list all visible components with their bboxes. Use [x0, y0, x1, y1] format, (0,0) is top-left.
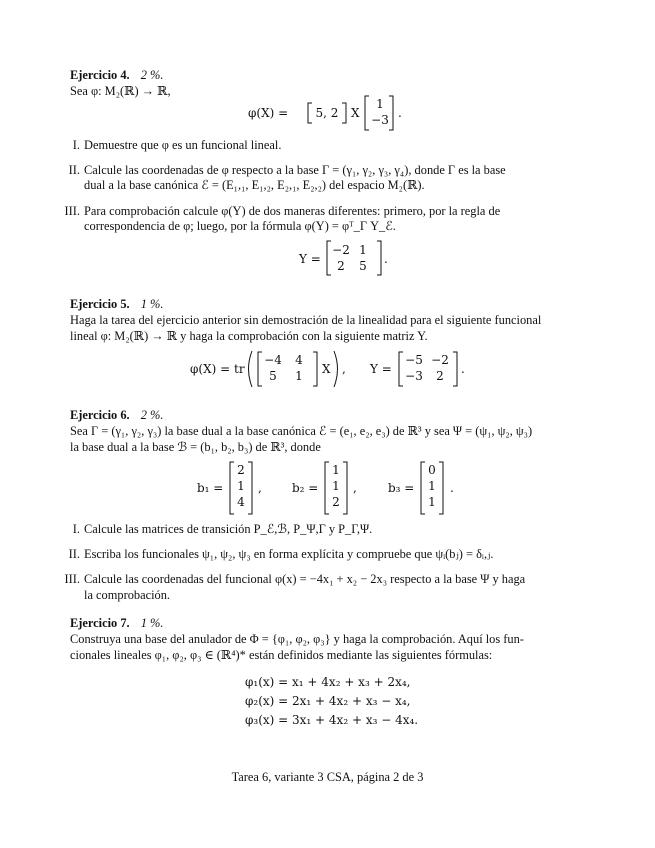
ej5-y-12: −2: [431, 353, 449, 367]
ej5-a-11: −4: [264, 353, 282, 367]
ej6-item-1-text: Calcule las matrices de transición P_ℰ,ℬ, P_Ψ,Γ y P_Γ,Ψ.: [84, 522, 373, 536]
ej4-formula-dot: .: [398, 106, 402, 120]
ej7-formula-1: φ₁(x) = x₁ + 4x₂ + x₃ + 2x₄,: [245, 675, 411, 689]
ej6-item-2-num: II.: [68, 547, 80, 561]
ej7-line2: cionales lineales φ₁, φ₂, φ₃ ∈ (ℝ⁴)* están definidos mediante las siguientes fórmulas:: [70, 648, 493, 662]
ej6-line2: la base dual a la base ℬ = (b₁, b₂, b₃) de ℝ³, donde: [70, 440, 321, 454]
ej4-x-symbol: X: [351, 106, 360, 120]
ej4-col-bottom: −3: [371, 113, 389, 127]
ej5-a-22: 1: [295, 369, 303, 383]
ej4-formula-lhs: φ(X) =: [248, 106, 289, 120]
ej5-a-12: 4: [295, 353, 303, 367]
ej5-x-symbol: X: [322, 362, 331, 376]
ej6-item-1: [52, 521, 372, 537]
ej6-b1-3: 4: [237, 495, 245, 509]
ej5-line2: lineal φ: M₂(ℝ) → ℝ y haga la comprobación con la siguiente matriz Y.: [70, 329, 428, 343]
ej6-b1-label: b₁ =: [197, 481, 224, 495]
ej4-row-vector: 5, 2: [315, 106, 339, 120]
ej6-b3-1: 0: [428, 463, 436, 477]
ej7-weight: 1 %.: [140, 616, 164, 630]
ej4-y-lhs: Y =: [299, 252, 321, 266]
ej6-b3-3: 1: [428, 495, 436, 509]
ej5-y-11: −5: [405, 353, 423, 367]
ej4-heading: Ejercicio 4.: [70, 68, 130, 82]
ej6-b2-label: b₂ =: [292, 481, 319, 495]
ej5-y-lhs: Y =: [370, 362, 392, 376]
ej5-phi-lhs: φ(X) = tr: [190, 362, 245, 376]
page-footer: Tarea 6, variante 3 CSA, página 2 de 3: [231, 770, 424, 784]
ej4-y-dot: .: [384, 252, 388, 266]
ej6-b1-1: 2: [237, 463, 245, 477]
ej6-b2-3: 2: [332, 495, 340, 509]
ej4-item-1: [52, 137, 281, 153]
ej6-b2-1: 1: [332, 463, 340, 477]
ej5-comma: ,: [342, 362, 346, 376]
ej7-formula-2: φ₂(x) = 2x₁ + 4x₂ + x₃ − x₄,: [245, 694, 411, 708]
ej7-formula-3: φ₃(x) = 3x₁ + 4x₂ + x₃ − 4x₄.: [245, 713, 419, 727]
ej6-item-3-line2: la comprobación.: [84, 588, 171, 602]
ej4-item-1-text: Demuestre que φ es un funcional lineal.: [84, 138, 282, 152]
ej6-b1-comma: ,: [258, 481, 262, 495]
ej5-y-dot: .: [461, 362, 465, 376]
ej4-weight: 2 %.: [140, 68, 164, 82]
ej5-line1: Haga la tarea del ejercicio anterior sin demostración de la linealidad para el siguiente funcional: [70, 313, 542, 327]
ej4-item-2-line2: dual a la base canónica ℰ = (E₁,₁, E₁,₂, E₂,₁, E₂,₂) del espacio M₂(ℝ).: [84, 178, 425, 192]
ej4-heading-line: [70, 67, 163, 83]
ej4-y-11: −2: [332, 243, 350, 257]
ej6-item-2: [52, 546, 493, 562]
ej5-a-21: 5: [269, 369, 277, 383]
ej4-y-22: 5: [359, 259, 367, 273]
ej5-heading-line: [70, 296, 163, 312]
ej7-heading-line: [70, 615, 163, 631]
ej7-line1: Construya una base del anulador de Φ = {φ₁, φ₂, φ₃} y haga la comprobación. Aquí los fun-: [70, 632, 524, 646]
ej6-b2-2: 1: [332, 479, 340, 493]
ej6-item-3-line1: Calcule las coordenadas del funcional φ(x) = −4x₁ + x₂ − 2x₃ respecto a la base Ψ y haga: [84, 572, 526, 586]
ej4-item-1-num: I.: [72, 138, 80, 152]
ej6-b1-2: 1: [237, 479, 245, 493]
ej6-item-1-num: I.: [72, 522, 80, 536]
ej6-item-3: [52, 571, 525, 587]
ej6-line1: Sea Γ = (γ₁, γ₂, γ₃) la base dual a la base canónica ℰ = (e₁, e₂, e₃) de ℝ³ y sea Ψ = (ψ₁, ψ₂, ψ₃): [70, 424, 533, 438]
ej4-item-3: [52, 203, 500, 219]
ej4-item-2-num: II.: [68, 163, 80, 177]
ej5-heading: Ejercicio 5.: [70, 297, 130, 311]
ej6-b3-2: 1: [428, 479, 436, 493]
ej5-y-21: −3: [405, 369, 423, 383]
ej6-b2-comma: ,: [353, 481, 357, 495]
ej4-intro: Sea φ: M₂(ℝ) → ℝ,: [70, 84, 171, 98]
ej6-item-3-num: III.: [64, 572, 80, 586]
ej5-y-22: 2: [436, 369, 444, 383]
ej4-item-3-line1: Para comprobación calcule φ(Y) de dos maneras diferentes: primero, por la regla de: [84, 204, 501, 218]
ej4-item-2-line1: Calcule las coordenadas de φ respecto a la base Γ = (γ₁, γ₂, γ₃, γ₄), donde Γ es la base: [84, 163, 506, 177]
ej4-item-3-line2: correspondencia de φ; luego, por la fórmula φ(Y) = φᵀ_Γ Y_ℰ.: [84, 219, 396, 233]
ej4-y-12: 1: [359, 243, 367, 257]
ej4-y-21: 2: [337, 259, 345, 273]
ej6-b3-dot: .: [450, 481, 454, 495]
ej4-item-3-num: III.: [64, 204, 80, 218]
ej5-weight: 1 %.: [140, 297, 164, 311]
ej4-item-2: [52, 162, 506, 178]
ej4-col-top: 1: [376, 97, 384, 111]
ej6-heading: Ejercicio 6.: [70, 408, 130, 422]
ej6-weight: 2 %.: [140, 408, 164, 422]
ej6-heading-line: [70, 407, 163, 423]
ej6-b3-label: b₃ =: [388, 481, 415, 495]
ej7-heading: Ejercicio 7.: [70, 616, 130, 630]
ej6-item-2-text: Escriba los funcionales ψ₁, ψ₂, ψ₃ en forma explícita y compruebe que ψᵢ(bⱼ) = δᵢ,ⱼ.: [84, 547, 494, 561]
